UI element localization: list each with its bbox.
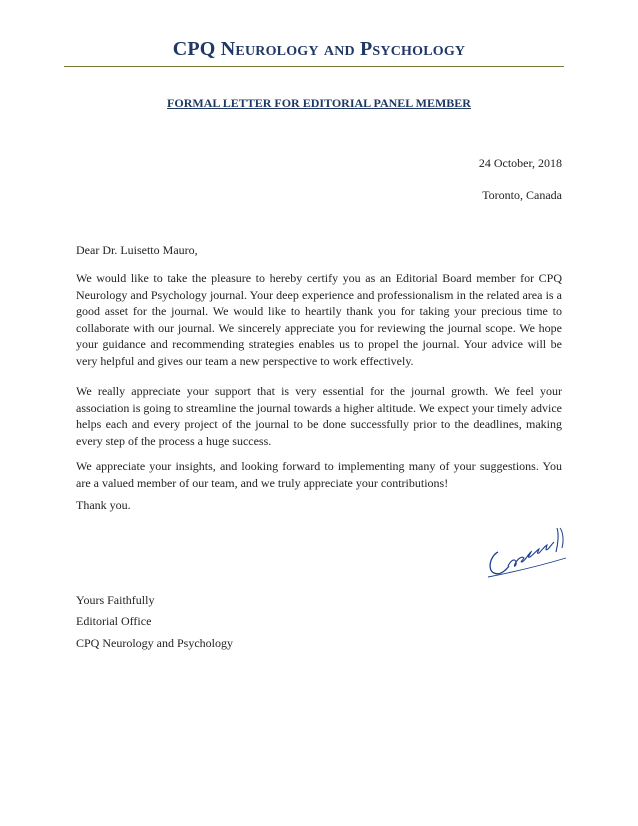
closing-journal-name: CPQ Neurology and Psychology <box>76 636 233 650</box>
closing-editorial-office: Editorial Office <box>76 614 152 628</box>
salutation: Dear Dr. Luisetto Mauro, <box>76 243 198 257</box>
signature-image <box>484 522 568 580</box>
letter-heading: FORMAL LETTER FOR EDITORIAL PANEL MEMBER <box>167 96 471 110</box>
letter-place: Toronto, Canada <box>482 188 562 202</box>
closing-yours-faithfully: Yours Faithfully <box>76 593 155 607</box>
thank-you-line: Thank you. <box>76 498 131 512</box>
journal-title: CPQ Neurology and Psychology <box>172 38 466 60</box>
body-paragraph-2: We really appreciate your support that is very essential for the journal growth. We feel your association is going to streamline the journal towards a higher altitude. We expect your timely advice helps each and every project of the journal to be done successfully prior to the deadlines, making every step of the process a huge success. <box>76 384 562 448</box>
body-paragraph-3: We appreciate your insights, and looking forward to implementing many of your suggestions. You are a valued member of our team, and we truly appreciate your contributions! <box>76 459 562 490</box>
title-divider <box>64 66 564 67</box>
letter-date: 24 October, 2018 <box>478 156 562 170</box>
body-paragraph-1: We would like to take the pleasure to hereby certify you as an Editorial Board member for CPQ Neurology and Psychology journal. Your deep experience and professionalism in the related area is a good asset for the journal. We would like to heartily thank you for taking your precious time to collaborate with our journal. We sincerely appreciate you for reviewing the journal scope. We hope your guidance and recommending strategies enables us to propel the journal. Your advice will be very helpful and gives our team a new perspective to work effectively. <box>76 271 562 368</box>
